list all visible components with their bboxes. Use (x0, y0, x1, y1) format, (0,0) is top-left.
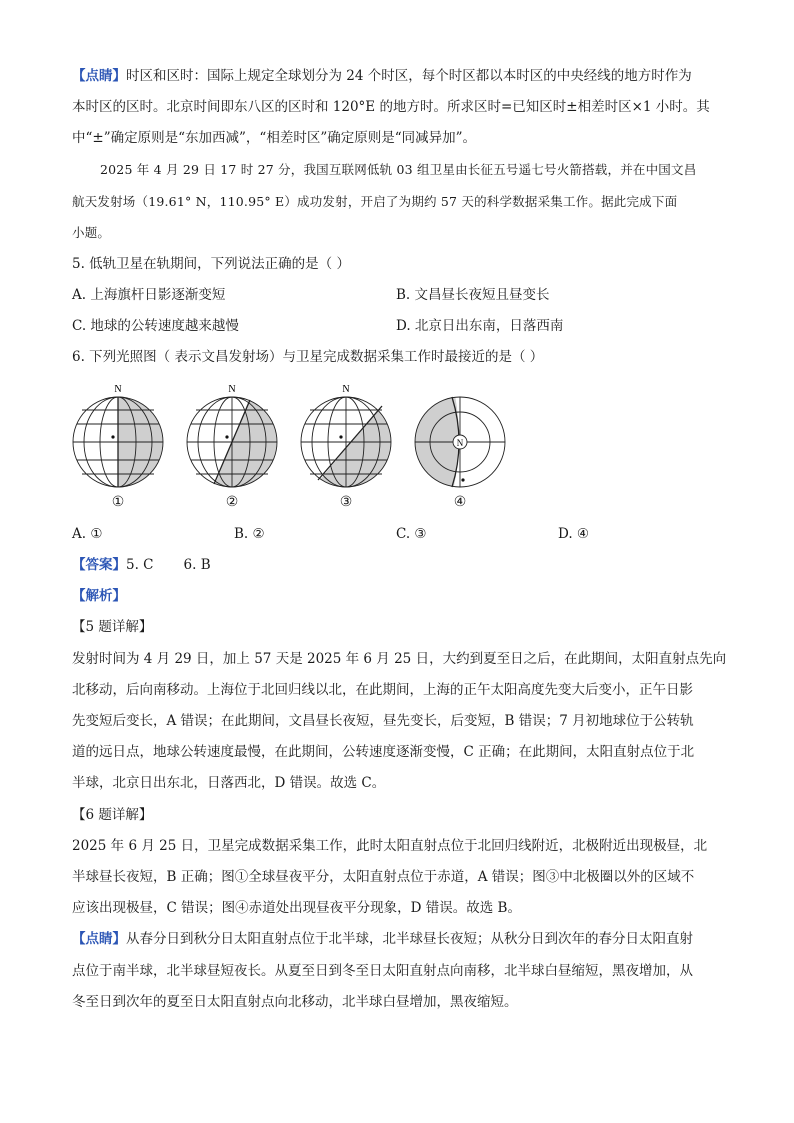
q5-option-d[interactable]: D. 北京日出东南，日落西南 (396, 318, 564, 334)
q5-option-c[interactable]: C. 地球的公转速度越来越慢 (72, 318, 239, 334)
tip1-line-3: 中“±”确定原则是“东加西减”，“相差时区”确定原则是“同减异加”。 (72, 130, 477, 146)
detail5-line-2: 北移动，后向南移动。上海位于北回归线以北，在此期间，上海的正午太阳高度先变大后变小，正午日影 (72, 682, 693, 698)
passage-line-1: 2025 年 4 月 29 日 17 时 27 分，我国互联网低轨 03 组卫星由长征五号遥七号火箭搭载，并在中国文昌 (100, 162, 697, 177)
q6-option-a[interactable]: A. ① (72, 526, 103, 542)
detail5-title: 【5 题详解】 (72, 619, 153, 635)
q6-option-d[interactable]: D. ④ (558, 526, 590, 542)
figure-label-3: ③ (339, 494, 353, 510)
north-label: N (228, 384, 236, 395)
tip2-line-3: 冬至日到次年的夏至日太阳直射点向北移动，北半球白昼增加，黑夜缩短。 (72, 994, 518, 1010)
detail5-line-5: 半球，北京日出东北，日落西北，D 错误。故选 C。 (72, 775, 386, 791)
north-label: N (456, 438, 464, 448)
north-label: N (114, 384, 122, 395)
illumination-figure-3 (296, 380, 398, 515)
illumination-figure-1 (68, 380, 170, 515)
detail5-line-1: 发射时间为 4 月 29 日，加上 57 天是 2025 年 6 月 25 日，大约到夏至日之后，在此期间，太阳直射点先向 (72, 651, 727, 667)
analysis-tag: 【解析】 (72, 588, 126, 604)
q5-stem: 5. 低轨卫星在轨期间，下列说法正确的是（ ） (72, 256, 350, 272)
figure-label-1: ① (111, 494, 125, 510)
detail5-line-4: 道的远日点，地球公转速度最慢，在此期间，公转速度逐渐变慢，C 正确；在此期间，太阳直射点位于北 (72, 744, 695, 760)
tip1-line-1: 【点睛】时区和区时：国际上规定全球划分为 24 个时区，每个时区都以本时区的中央经线的地方时作为 (72, 68, 692, 84)
north-label: N (342, 384, 350, 395)
globe-diagram-4 (410, 380, 512, 494)
passage-line-2: 航天发射场（19.61° N，110.95° E）成功发射，开启了为期约 57 天的科学数据采集工作。据此完成下面 (72, 194, 678, 209)
wenchang-marker (111, 435, 114, 438)
illumination-figure-2 (182, 380, 284, 515)
wenchang-marker (339, 435, 342, 438)
answer-text: 5. C 6. B (126, 557, 211, 573)
answer-line (72, 555, 211, 575)
globe-diagram-3 (296, 380, 398, 494)
figure-label-2: ② (225, 494, 239, 510)
wenchang-marker (461, 478, 464, 481)
q5-option-a[interactable]: A. 上海旗杆日影逐渐变短 (72, 287, 226, 303)
q6-option-b[interactable]: B. ② (234, 526, 265, 542)
wenchang-marker (225, 435, 228, 438)
illumination-figures (68, 380, 528, 515)
detail6-line-1: 2025 年 6 月 25 日，卫星完成数据采集工作，此时太阳直射点位于北回归线附近，北极附近出现极昼，北 (72, 838, 708, 854)
detail6-line-2: 半球昼长夜短，B 正确；图①全球昼夜平分，太阳直射点位于赤道，A 错误；图③中北极圈以外的区域不 (72, 869, 695, 885)
detail6-line-3: 应该出现极昼，C 错误；图④赤道处出现昼夜平分现象，D 错误。故选 B。 (72, 900, 521, 916)
passage-line-3: 小题。 (72, 225, 111, 240)
q5-option-b[interactable]: B. 文昌昼长夜短且昼变长 (396, 287, 550, 303)
answer-tag: 【答案】 (72, 557, 126, 573)
detail6-title: 【6 题详解】 (72, 807, 153, 823)
globe-diagram-2 (182, 380, 284, 494)
tip-tag: 【点睛】 (72, 68, 126, 84)
tip1-line-2: 本时区的区时。北京时间即东八区的区时和 120°E 的地方时。所求区时=已知区时±相差时区×1 小时。其 (72, 99, 710, 115)
q6-stem: 6. 下列光照图（ 表示文昌发射场）与卫星完成数据采集工作时最接近的是（ ） (72, 349, 544, 365)
figure-label-4: ④ (453, 494, 467, 510)
tip2-line-1: 【点睛】从春分日到秋分日太阳直射点位于北半球，北半球昼长夜短；从秋分日到次年的春分日太阳直射 (72, 931, 693, 947)
illumination-figure-4 (410, 380, 512, 515)
tip2-line-2: 点位于南半球，北半球昼短夜长。从夏至日到冬至日太阳直射点向南移，北半球白昼缩短，黑夜增加，从 (72, 963, 693, 979)
globe-diagram-1 (68, 380, 170, 494)
tip-tag: 【点睛】 (72, 931, 126, 947)
q6-option-c[interactable]: C. ③ (396, 526, 427, 542)
detail5-line-3: 先变短后变长，A 错误；在此期间，文昌昼长夜短，昼先变长，后变短，B 错误；7 月初地球位于公转轨 (72, 713, 694, 729)
